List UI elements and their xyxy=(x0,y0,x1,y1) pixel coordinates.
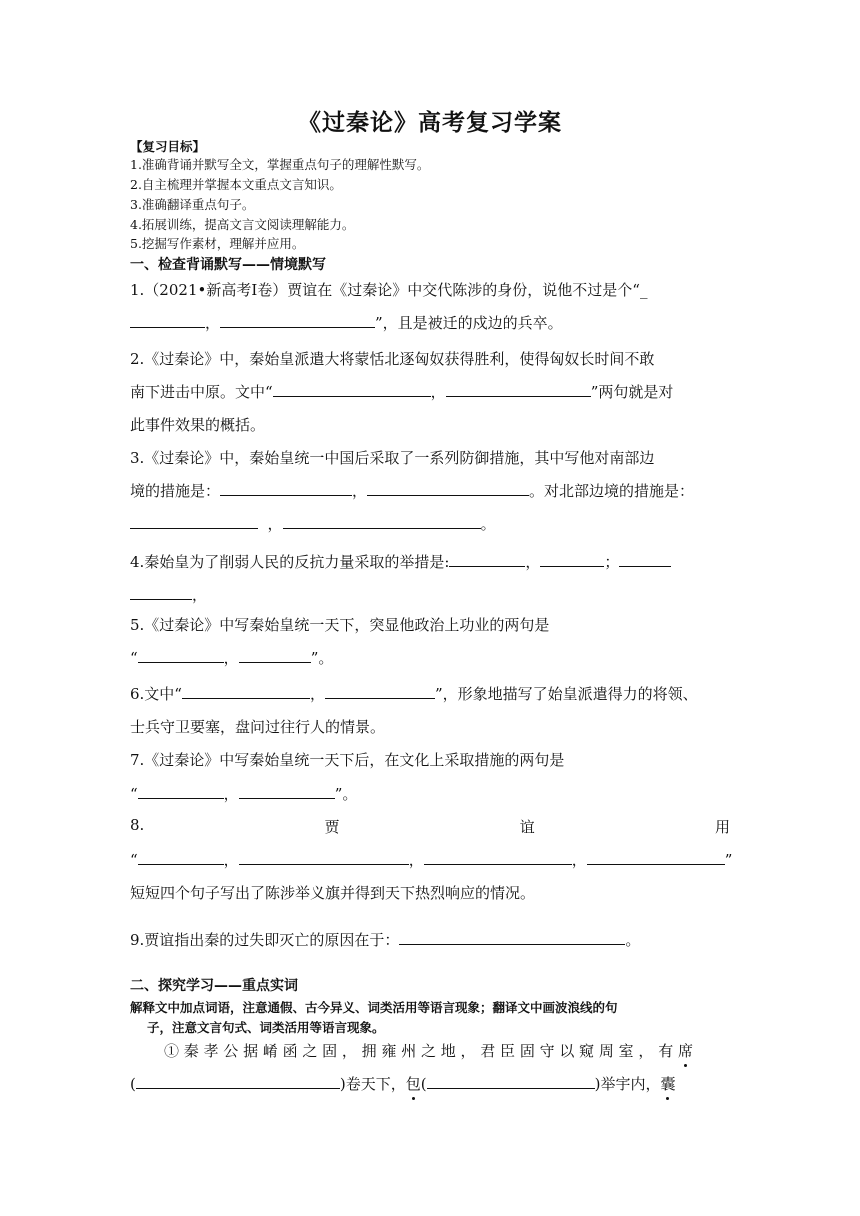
answer-blank[interactable] xyxy=(239,647,311,663)
answer-blank[interactable] xyxy=(283,513,481,529)
question-3-line2: 境的措施是： ， 。对北部边境的措施是： xyxy=(130,482,695,500)
question-8-line1: 8. 贾 谊 用 xyxy=(130,816,730,836)
answer-blank[interactable] xyxy=(138,783,224,799)
page-title: 《过秦论》高考复习学案 xyxy=(298,110,562,136)
question-8-line3: 短短四个句子写出了陈涉举义旗并得到天下热烈响应的情况。 xyxy=(130,884,536,902)
objective-item: 3.准确翻译重点句子。 xyxy=(130,197,255,212)
section2-instructions: 子，注意文言句式、词类活用等语言现象。 xyxy=(147,1020,385,1035)
answer-blank[interactable] xyxy=(182,683,310,699)
question-1-line2: ， ”，且是被迁的戍边的兵卒。 xyxy=(130,312,563,333)
dotted-word: 囊 xyxy=(660,1075,676,1093)
dotted-word: 包 xyxy=(405,1075,421,1093)
answer-blank[interactable] xyxy=(130,584,192,600)
answer-blank[interactable] xyxy=(540,551,604,567)
answer-blank[interactable] xyxy=(449,551,525,567)
objective-item: 1.准确背诵并默写全文，掌握重点句子的理解性默写。 xyxy=(130,157,430,172)
answer-blank[interactable] xyxy=(239,849,409,865)
question-8-line2: “ ， ， ， ” xyxy=(130,851,733,869)
question-3-line3: ， 。 xyxy=(130,513,496,534)
objective-item: 4.拓展训练，提高文言文阅读理解能力。 xyxy=(130,217,355,232)
answer-blank[interactable] xyxy=(138,849,224,865)
section2-heading: 二、探究学习——重点实词 xyxy=(130,978,298,994)
question-2-line2: 南下进击中原。文中“ ， ”两句就是对 xyxy=(130,383,674,401)
question-5-line1: 5.《过秦论》中写秦始皇统一天下，突显他政治上功业的两句是 xyxy=(130,616,550,634)
answer-blank[interactable] xyxy=(399,929,625,945)
question-4-line2: ， xyxy=(130,584,207,605)
objective-item: 5.挖掘写作素材，理解并应用。 xyxy=(130,236,305,251)
answer-blank[interactable] xyxy=(220,312,375,328)
answer-blank[interactable] xyxy=(130,513,258,529)
answer-blank[interactable] xyxy=(619,551,671,567)
question-7-line1: 7.《过秦论》中写秦始皇统一天下后，在文化上采取措施的两句是 xyxy=(130,751,565,769)
answer-blank[interactable] xyxy=(220,480,352,496)
answer-blank[interactable] xyxy=(136,1073,340,1089)
question-2-line1: 2.《过秦论》中，秦始皇派遣大将蒙恬北逐匈奴获得胜利，使得匈奴长时间不敢 xyxy=(130,350,655,368)
question-9-line1: 9.贾谊指出秦的过失即灭亡的原因在于： 。 xyxy=(130,931,641,949)
question-7-line2: “ ， ”。 xyxy=(130,785,358,803)
answer-blank[interactable] xyxy=(239,783,335,799)
answer-blank[interactable] xyxy=(424,849,572,865)
question-3-line1: 3.《过秦论》中，秦始皇统一中国后采取了一系列防御措施，其中写他对南部边 xyxy=(130,449,655,467)
answer-blank[interactable] xyxy=(367,480,529,496)
answer-blank[interactable] xyxy=(273,381,431,397)
section2-instructions: 解释文中加点词语，注意通假、古今异义、词类活用等语言现象；翻译文中画波浪线的句 xyxy=(130,1000,618,1015)
underline-mark: _ xyxy=(639,281,648,299)
answer-blank[interactable] xyxy=(587,849,725,865)
answer-blank[interactable] xyxy=(446,381,591,397)
objective-item: 2.自主梳理并掌握本文重点文言知识。 xyxy=(130,177,342,192)
answer-blank[interactable] xyxy=(325,683,435,699)
answer-blank[interactable] xyxy=(130,312,205,328)
section1-heading: 一、检查背诵默写——情境默写 xyxy=(130,257,326,273)
question-4-line1: 4.秦始皇为了削弱人民的反抗力量采取的举措是: ， ； xyxy=(130,551,671,572)
question-6-line2: 士兵守卫要塞，盘问过往行人的情景。 xyxy=(130,718,386,736)
question-1-text: 1.（2021•新高考Ⅰ卷）贾谊在《过秦论》中交代陈涉的身份，说他不过是个“ xyxy=(130,281,640,299)
passage-line2: ( )卷天下，包( )举宇内，囊 xyxy=(130,1075,676,1093)
answer-blank[interactable] xyxy=(138,647,224,663)
passage-line1: ① 秦 孝 公 据 崤 函 之 固 ， 拥 雍 州 之 地 ， 君 臣 固 守 以 窥 周 室 ， 有 席 xyxy=(164,1042,694,1060)
question-1-line1 xyxy=(130,279,647,300)
answer-blank[interactable] xyxy=(427,1073,595,1089)
objectives-heading: 【复习目标】 xyxy=(130,139,206,154)
question-1-text-end: ”，且是被迁的戍边的兵卒。 xyxy=(375,314,563,332)
question-2-line3: 此事件效果的概括。 xyxy=(130,416,266,434)
question-5-line2: “ ， ”。 xyxy=(130,649,334,667)
question-6-line1: 6.文中“ ， ”，形象地描写了始皇派遣得力的将领、 xyxy=(130,685,698,703)
dotted-word: 席 xyxy=(678,1042,694,1060)
